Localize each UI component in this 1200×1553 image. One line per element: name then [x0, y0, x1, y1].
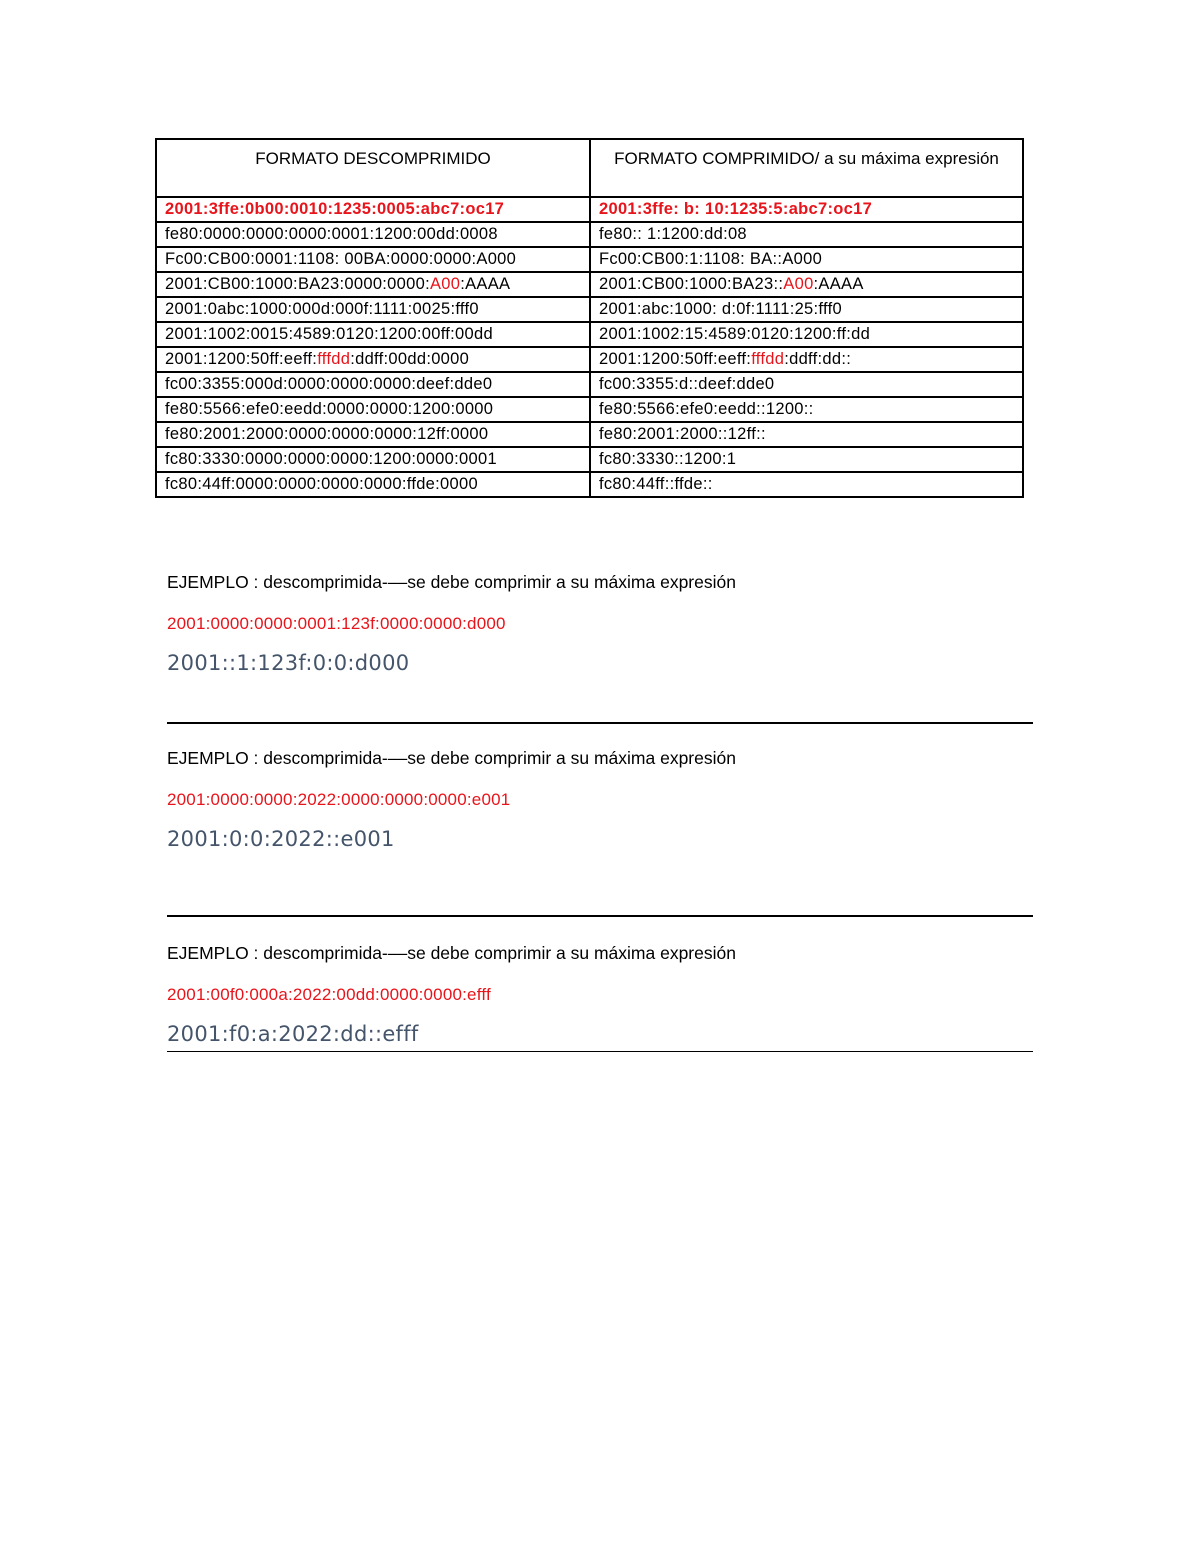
table-row [156, 347, 1023, 372]
table-row [156, 372, 1023, 397]
underline [167, 1051, 1033, 1052]
address-segment: fe80:0000:0000:0000:0001:1200:00dd:0008 [165, 225, 498, 243]
table-row [156, 222, 1023, 247]
highlighted-segment: A00 [783, 275, 814, 293]
address-segment: fe80:5566:efe0:eedd::1200:: [599, 400, 814, 418]
address-segment: :ddff:00dd:0000 [350, 350, 470, 368]
table-row [156, 397, 1023, 422]
cell-compressed [590, 197, 1023, 222]
example-1 [167, 571, 1033, 677]
cell-uncompressed [156, 372, 590, 397]
divider-line [167, 915, 1033, 917]
address-segment: fc80:44ff:0000:0000:0000:0000:ffde:0000 [165, 475, 478, 493]
address-segment: fe80:2001:2000::12ff:: [599, 425, 766, 443]
address-segment: fe80:2001:2000:0000:0000:0000:12ff:0000 [165, 425, 489, 443]
address-segment: 2001:CB00:1000:BA23:: [599, 275, 784, 293]
cell-compressed [590, 347, 1023, 372]
header-uncompressed: FORMATO DESCOMPRIMIDO [156, 139, 590, 197]
cell-uncompressed [156, 397, 590, 422]
example-compressed-answer: 2001:f0:a:2022:dd::efff [167, 1022, 419, 1046]
address-segment: 2001:1002:0015:4589:0120:1200:00ff:00dd [165, 325, 493, 343]
cell-compressed [590, 397, 1023, 422]
cell-uncompressed [156, 272, 590, 297]
example-heading: EJEMPLO : descomprimida-––se debe comprimir a su máxima expresión [167, 943, 736, 963]
cell-uncompressed [156, 447, 590, 472]
address-segment: 2001:abc:1000: d:0f:1111:25:fff0 [599, 300, 842, 318]
address-segment: 2001:3ffe: b: 10:1235:5:abc7:oc17 [599, 200, 873, 218]
cell-uncompressed [156, 422, 590, 447]
example-heading: EJEMPLO : descomprimida-––se debe comprimir a su máxima expresión [167, 572, 736, 592]
address-segment: 2001:3ffe:0b00:0010:1235:0005:abc7:oc17 [165, 200, 505, 218]
address-segment: 2001:1200:50ff:eeff: [599, 350, 752, 368]
table-row [156, 197, 1023, 222]
address-segment: :AAAA [813, 275, 864, 293]
example-2 [167, 747, 1033, 853]
divider-line [167, 722, 1033, 724]
highlighted-segment: A00 [429, 275, 461, 293]
cell-uncompressed [156, 297, 590, 322]
ipv6-address-table [155, 138, 1024, 498]
cell-compressed [590, 222, 1023, 247]
address-segment: :ddff:dd:: [784, 350, 852, 368]
example-3 [167, 942, 1033, 1048]
example-compressed-answer: 2001:0:0:2022::e001 [167, 827, 395, 851]
table-header-row [156, 139, 1023, 197]
cell-compressed [590, 472, 1023, 497]
cell-compressed [590, 322, 1023, 347]
cell-compressed [590, 372, 1023, 397]
example-uncompressed-address: 2001:0000:0000:0001:123f:0000:0000:d000 [167, 614, 506, 633]
cell-uncompressed [156, 347, 590, 372]
address-segment: 2001:0abc:1000:000d:000f:1111:0025:fff0 [165, 300, 479, 318]
table-row [156, 472, 1023, 497]
address-segment: fc00:3355:d::deef:dde0 [599, 375, 775, 393]
table-row [156, 297, 1023, 322]
example-uncompressed-address: 2001:00f0:000a:2022:00dd:0000:0000:efff [167, 985, 491, 1004]
cell-compressed [590, 447, 1023, 472]
address-segment: fe80:5566:efe0:eedd:0000:0000:1200:0000 [165, 400, 494, 418]
address-segment: 2001:CB00:1000:BA23:0000:0000: [165, 275, 430, 293]
example-heading: EJEMPLO : descomprimida-––se debe comprimir a su máxima expresión [167, 748, 736, 768]
cell-uncompressed [156, 322, 590, 347]
table-body [156, 197, 1023, 497]
address-segment: fc80:3330::1200:1 [599, 450, 737, 468]
cell-uncompressed [156, 472, 590, 497]
address-segment: :AAAA [460, 275, 511, 293]
cell-uncompressed [156, 247, 590, 272]
table-row [156, 322, 1023, 347]
cell-compressed [590, 272, 1023, 297]
address-segment: fe80:: 1:1200:dd:08 [599, 225, 747, 243]
address-segment: 2001:1002:15:4589:0120:1200:ff:dd [599, 325, 871, 343]
address-segment: Fc00:CB00:0001:1108: 00BA:0000:0000:A000 [165, 250, 517, 268]
header-compressed: FORMATO COMPRIMIDO/ a su máxima expresión [590, 139, 1023, 197]
table-row [156, 422, 1023, 447]
table-row [156, 272, 1023, 297]
cell-uncompressed [156, 197, 590, 222]
cell-compressed [590, 247, 1023, 272]
address-segment: fc00:3355:000d:0000:0000:0000:deef:dde0 [165, 375, 493, 393]
cell-compressed [590, 297, 1023, 322]
highlighted-segment: fffdd [317, 350, 351, 368]
example-compressed-answer: 2001::1:123f:0:0:d000 [167, 651, 410, 675]
example-uncompressed-address: 2001:0000:0000:2022:0000:0000:0000:e001 [167, 790, 511, 809]
address-segment: Fc00:CB00:1:1108: BA::A000 [599, 250, 823, 268]
highlighted-segment: fffdd [751, 350, 785, 368]
cell-uncompressed [156, 222, 590, 247]
address-segment: fc80:44ff::ffde:: [599, 475, 713, 493]
table-row [156, 447, 1023, 472]
table-row [156, 247, 1023, 272]
address-segment: 2001:1200:50ff:eeff: [165, 350, 318, 368]
cell-compressed [590, 422, 1023, 447]
address-segment: fc80:3330:0000:0000:0000:1200:0000:0001 [165, 450, 497, 468]
